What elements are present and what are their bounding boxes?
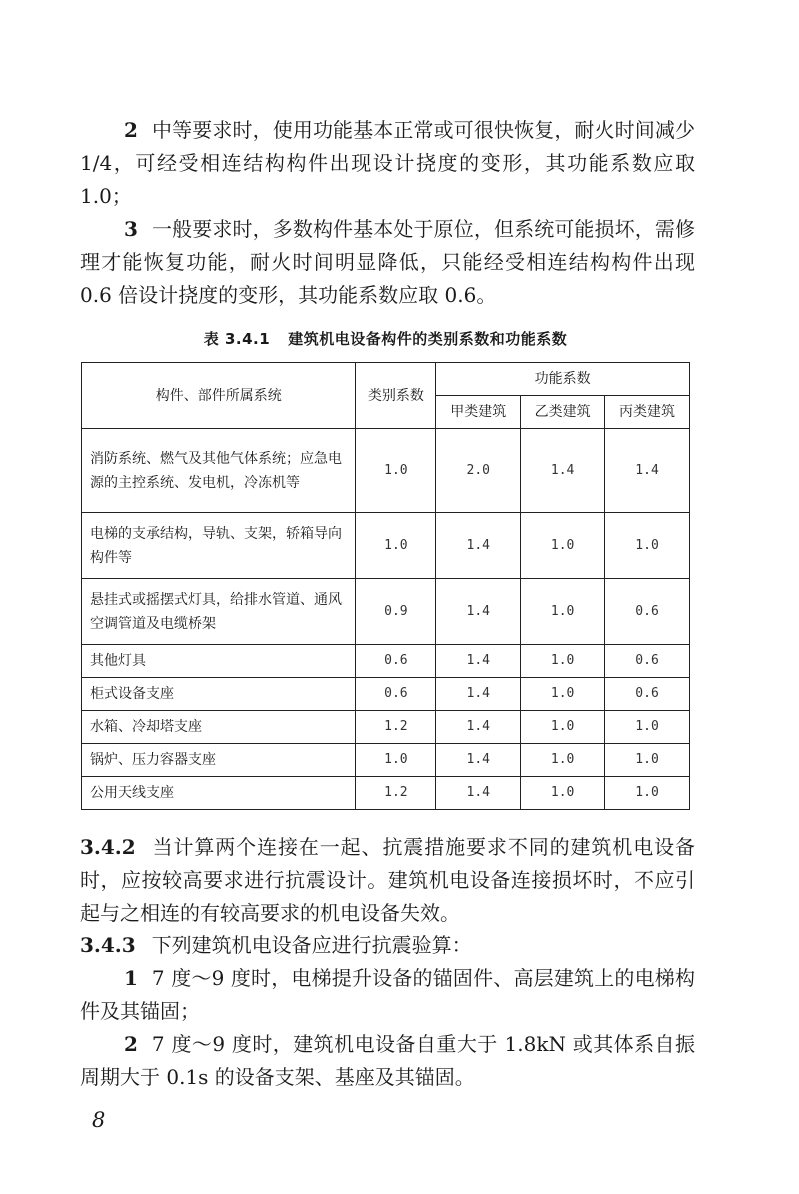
item-text: 中等要求时，使用功能基本正常或可很快恢复，耐火时间减少 1/4，可经受相连结构构件出现设计挠度的变形，其功能系数应取 1.0； (80, 118, 695, 208)
header-class-a: 甲类建筑 (436, 396, 521, 429)
cell-name: 柜式设备支座 (82, 678, 356, 711)
cell-class-c: 0.6 (605, 645, 690, 678)
cell-category: 1.0 (356, 429, 436, 513)
paragraph-item-2 (80, 114, 695, 213)
clause-3-4-3 (80, 929, 695, 962)
header-category: 类别系数 (356, 363, 436, 429)
item-number: 2 (124, 118, 138, 142)
cell-name: 电梯的支承结构，导轨、支架，轿箱导向构件等 (82, 513, 356, 579)
cell-class-c: 0.6 (605, 678, 690, 711)
cell-class-c: 1.0 (605, 744, 690, 777)
cell-class-a: 1.4 (436, 711, 521, 744)
header-component: 构件、部件所属系统 (82, 363, 356, 429)
cell-class-b: 1.0 (521, 711, 605, 744)
cell-class-c: 1.4 (605, 429, 690, 513)
cell-class-c: 1.0 (605, 777, 690, 810)
table-row (82, 513, 690, 579)
item-number: 2 (124, 1032, 138, 1056)
cell-category: 1.0 (356, 744, 436, 777)
item-number: 1 (124, 966, 138, 990)
cell-name: 悬挂式或摇摆式灯具，给排水管道、通风空调管道及电缆桥架 (82, 579, 356, 645)
clause-number: 3.4.3 (80, 933, 136, 957)
header-class-c: 丙类建筑 (605, 396, 690, 429)
table-row (82, 429, 690, 513)
cell-class-b: 1.4 (521, 429, 605, 513)
clause-item-1 (80, 962, 695, 1028)
cell-class-a: 1.4 (436, 777, 521, 810)
clause-3-4-2 (80, 831, 695, 930)
table-row (82, 744, 690, 777)
item-text: 一般要求时，多数构件基本处于原位，但系统可能损坏，需修理才能恢复功能，耐火时间明显降低，只能经受相连结构构件出现 0.6 倍设计挠度的变形，其功能系数应取 0.6。 (80, 217, 695, 307)
cell-category: 1.2 (356, 777, 436, 810)
clause-text: 当计算两个连接在一起、抗震措施要求不同的建筑机电设备时，应按较高要求进行抗震设计。建筑机电设备连接损坏时，不应引起与之相连的有较高要求的机电设备失效。 (80, 835, 695, 925)
clause-number: 3.4.2 (80, 835, 136, 859)
paragraph-item-3 (80, 213, 695, 312)
cell-class-a: 1.4 (436, 744, 521, 777)
table-row (82, 777, 690, 810)
cell-class-a: 1.4 (436, 579, 521, 645)
cell-name: 其他灯具 (82, 645, 356, 678)
table-row (82, 711, 690, 744)
header-function: 功能系数 (436, 363, 690, 396)
clause-item-2 (80, 1028, 695, 1094)
cell-class-a: 2.0 (436, 429, 521, 513)
cell-category: 1.2 (356, 711, 436, 744)
cell-name: 消防系统、燃气及其他气体系统；应急电源的主控系统、发电机，冷冻机等 (82, 429, 356, 513)
cell-category: 1.0 (356, 513, 436, 579)
cell-category: 0.6 (356, 645, 436, 678)
coefficient-table (81, 362, 690, 810)
cell-class-b: 1.0 (521, 645, 605, 678)
cell-name: 锅炉、压力容器支座 (82, 744, 356, 777)
cell-class-b: 1.0 (521, 678, 605, 711)
table-caption (80, 328, 691, 349)
item-text: 7 度～9 度时，电梯提升设备的锚固件、高层建筑上的电梯构件及其锚固； (80, 966, 695, 1023)
cell-category: 0.9 (356, 579, 436, 645)
cell-category: 0.6 (356, 678, 436, 711)
item-number: 3 (124, 217, 138, 241)
cell-class-b: 1.0 (521, 513, 605, 579)
cell-class-b: 1.0 (521, 744, 605, 777)
table-row (82, 579, 690, 645)
table-caption-number: 表 3.4.1 (203, 330, 271, 348)
table-caption-title: 建筑机电设备构件的类别系数和功能系数 (288, 330, 568, 348)
table-row (82, 678, 690, 711)
cell-class-a: 1.4 (436, 678, 521, 711)
cell-class-c: 1.0 (605, 513, 690, 579)
item-text: 7 度～9 度时，建筑机电设备自重大于 1.8kN 或其体系自振周期大于 0.1s 的设备支架、基座及其锚固。 (80, 1032, 695, 1089)
cell-class-c: 0.6 (605, 579, 690, 645)
clause-text: 下列建筑机电设备应进行抗震验算： (151, 933, 472, 957)
cell-class-b: 1.0 (521, 579, 605, 645)
cell-class-a: 1.4 (436, 645, 521, 678)
table-row (82, 645, 690, 678)
cell-class-a: 1.4 (436, 513, 521, 579)
cell-name: 公用天线支座 (82, 777, 356, 810)
cell-class-c: 1.0 (605, 711, 690, 744)
cell-class-b: 1.0 (521, 777, 605, 810)
cell-name: 水箱、冷却塔支座 (82, 711, 356, 744)
page-number: 8 (92, 1108, 106, 1132)
header-class-b: 乙类建筑 (521, 396, 605, 429)
